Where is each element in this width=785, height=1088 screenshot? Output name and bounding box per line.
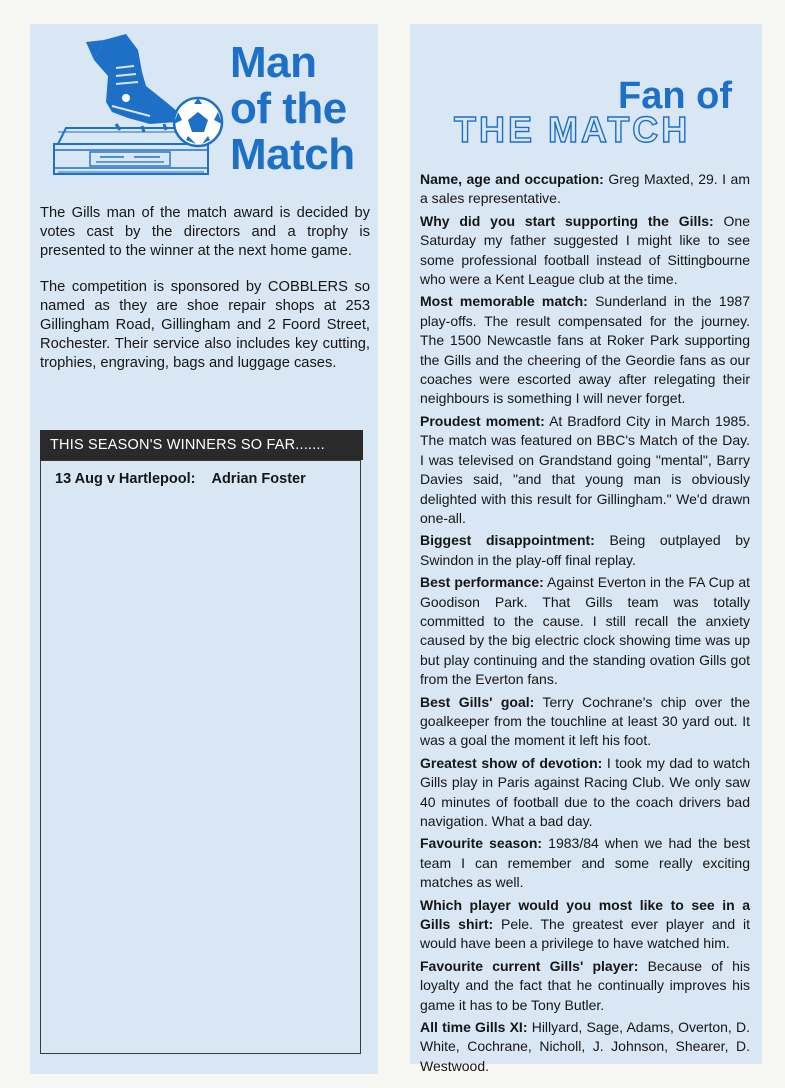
- qa-question: Best performance:: [420, 574, 544, 591]
- qa-question: Why did you start supporting the Gills:: [420, 212, 714, 229]
- qa-question: Biggest disappointment:: [420, 532, 595, 549]
- man-of-match-body: [40, 204, 370, 390]
- qa-answer: Hillyard, Sage, Adams, Overton, D. White, Cochrane, Nicholl, J. Johnson, Shearer, D. Westwood.: [420, 1019, 751, 1074]
- qa-item: [420, 573, 750, 689]
- qa-answer: Being outplayed by Swindon in the play-off final replay.: [420, 532, 751, 568]
- the-match-title: THE MATCH: [454, 109, 691, 150]
- fan-of-title: Fan of: [618, 75, 732, 117]
- fan-of-match-panel: [410, 24, 762, 1074]
- qa-question: Which player would you most like to see in a Gills shirt:: [420, 896, 750, 933]
- qa-question: Favourite season:: [420, 835, 543, 852]
- qa-question: Name, age and occupation:: [420, 171, 604, 187]
- qa-answer: I took my dad to watch Gills play in Paris against Racing Club. We only saw 40 minutes of football due to the coach drivers bad navigation. What a bad day.: [420, 754, 751, 829]
- qa-item: [420, 957, 750, 1015]
- qa-question: All time Gills XI:: [420, 1019, 528, 1036]
- qa-question: Favourite current Gills' player:: [420, 957, 639, 974]
- man-of-match-panel: [30, 24, 378, 1074]
- winner-name: Adrian Foster: [211, 471, 306, 487]
- qa-answer: Greg Maxted, 29. I am a sales representative.: [420, 171, 750, 207]
- qa-answer: One Saturday my father suggested I might like to see some professional football instead of Sittingbourne who were a Kent League club at the time.: [420, 212, 750, 288]
- qa-item: [420, 693, 750, 751]
- qa-item: [420, 754, 750, 832]
- intro-paragraph: The Gills man of the match award is decided by votes cast by the directors and a trophy is presented to the winner at the next home game.: [40, 205, 370, 259]
- sponsor-paragraph: The competition is sponsored by COBBLERS so named as they are shoe repair shops at 253 Gillingham Road, Gillingham and 2 Foord Street, Rochester. Their service also includes key cutting, trophies, engraving, bags and luggage cases.: [40, 279, 370, 371]
- qa-item: [420, 1018, 750, 1076]
- qa-answer: Because of his loyalty and the fact that he continually improves his game it has to be Tony Butler.: [420, 957, 750, 1013]
- fan-qa-list: [420, 170, 750, 1079]
- qa-answer: Against Everton in the FA Cup at Goodison Park. That Gills team was totally committed to the cause. I still recall the anxiety caused by the big electric clock showing time was up but play continuing and the standing ovation Gills got from the Everton fans.: [420, 574, 751, 688]
- qa-item: [420, 531, 750, 570]
- qa-item: [420, 412, 750, 528]
- qa-item: [420, 212, 750, 290]
- winner-row: [55, 471, 306, 487]
- qa-answer: At Bradford City in March 1985. The match was featured on BBC's Match of the Day. I was televised on Grandstand going "mental", Barry Davies said, "and that young man is obviously delighted with this result for Gillingham." We'd drawn one-all.: [420, 412, 750, 526]
- qa-question: Best Gills' goal:: [420, 693, 535, 710]
- winner-match: 13 Aug v Hartlepool:: [55, 471, 196, 487]
- title-line: Man: [230, 38, 317, 87]
- trophy-boot-ball-icon: [46, 32, 226, 182]
- fan-of-match-title: [454, 76, 732, 166]
- football-icon: [174, 98, 222, 146]
- title-line: of the: [230, 84, 347, 133]
- qa-item: [420, 170, 750, 209]
- title-line: Match: [230, 130, 355, 179]
- qa-question: Most memorable match:: [420, 293, 588, 310]
- qa-question: Proudest moment:: [420, 412, 545, 429]
- winners-heading: THIS SEASON'S WINNERS SO FAR.......: [40, 430, 363, 460]
- qa-answer: Terry Cochrane's chip over the goalkeeper from the touchline at least 30 yard out. It was a goal the moment it left his foot.: [420, 693, 750, 749]
- qa-answer: Pele. The greatest ever player and it would have been a privilege to have watched him.: [420, 916, 751, 952]
- qa-answer: 1983/84 when we had the best team I can remember and some really exciting matches as well.: [420, 835, 751, 891]
- qa-item: [420, 292, 750, 408]
- qa-item: [420, 896, 750, 954]
- qa-item: [420, 834, 750, 892]
- winners-list: [40, 460, 361, 1054]
- man-of-match-title: [230, 40, 355, 178]
- qa-answer: Sunderland in the 1987 play-offs. The result compensated for the journey. The 1500 Newcastle fans at Roker Park supporting the Gills and the cheering of the Geordie fans as our coaches were escorted away after relegating their neighbours is something I will never forget.: [420, 293, 750, 407]
- qa-question: Greatest show of devotion:: [420, 754, 603, 771]
- boot-icon: [86, 34, 178, 132]
